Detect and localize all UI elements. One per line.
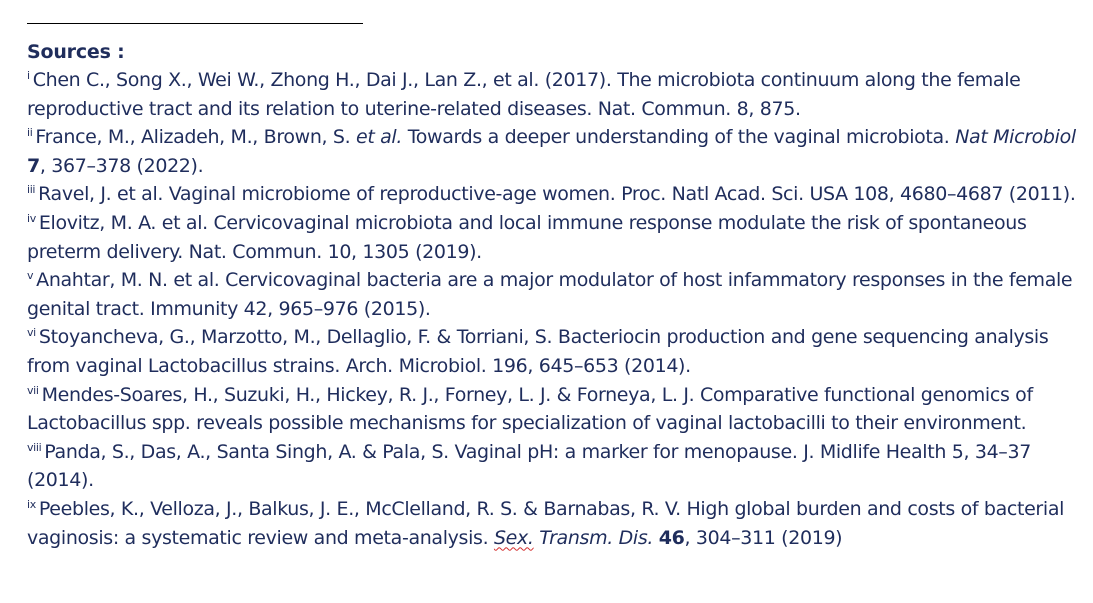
sources-heading: Sources : <box>27 41 125 63</box>
reference-journal-name: Nat Microbiol <box>955 126 1076 149</box>
reference-item <box>27 66 1085 123</box>
reference-text: Mendes-Soares, H., Suzuki, H., Hickey, R. J., Forney, L. J. & Forneya, L. J. Comparative functional genomics of Lactobacillus spp. reveals possible mechanisms for specialization of vaginal lactobacilli to their environment. <box>27 383 1033 435</box>
reference-item <box>27 495 1085 552</box>
reference-marker: iv <box>27 211 36 225</box>
spellcheck-flagged-word[interactable]: Sex. <box>493 526 534 549</box>
reference-text: Towards a deeper understanding of the vaginal microbiota. <box>402 126 956 149</box>
reference-text: Stoyancheva, G., Marzotto, M., Dellaglio, F. & Torriani, S. Bacteriocin production and gene sequencing analysis from vaginal Lactobacillus strains. Arch. Microbiol. 196, 645–653 (2014). <box>27 326 1049 377</box>
reference-item <box>27 381 1085 438</box>
reference-item <box>27 123 1085 180</box>
reference-marker: ix <box>27 497 36 511</box>
reference-text: , 304–311 (2019) <box>684 526 843 549</box>
reference-text: Elovitz, M. A. et al. Cervicovaginal microbiota and local immune response modulate the risk of spontaneous preterm delivery. Nat. Commun. 10, 1305 (2019). <box>27 211 1027 263</box>
reference-marker: vi <box>27 326 36 340</box>
reference-volume: 46 <box>658 526 685 549</box>
reference-journal-name: Transm. Dis. <box>533 526 654 549</box>
reference-marker: ii <box>27 126 33 140</box>
reference-text: Ravel, J. et al. Vaginal microbiome of reproductive-age women. Proc. Natl Acad. Sci. USA 108, 4680–4687 (2011). <box>38 183 1076 206</box>
reference-italic-text: et al. <box>356 126 403 149</box>
footnote-separator-rule <box>27 23 363 24</box>
reference-text: Anahtar, M. N. et al. Cervicovaginal bacteria are a major modulator of host infammatory responses in the female genital tract. Immunity 42, 965–976 (2015). <box>27 269 1073 320</box>
reference-item <box>27 323 1085 380</box>
reference-item <box>27 209 1085 266</box>
reference-item <box>27 438 1085 495</box>
reference-text: France, M., Alizadeh, M., Brown, S. <box>35 126 356 149</box>
reference-text: Peebles, K., Velloza, J., Balkus, J. E., McClelland, R. S. & Barnabas, R. V. High global burden and costs of bacterial vaginosis: a systematic review and meta-analysis. <box>27 497 1065 549</box>
reference-marker: vii <box>27 383 39 397</box>
reference-text: Chen C., Song X., Wei W., Zhong H., Dai J., Lan Z., et al. (2017). The microbiota continuum along the female reproductive tract and its relation to uterine-related diseases. Nat. Commun. 8, 875. <box>27 69 1021 120</box>
reference-marker: i <box>27 69 30 82</box>
reference-text: Panda, S., Das, A., Santa Singh, A. & Pala, S. Vaginal pH: a marker for menopause. J. Midlife Health 5, 34–37 (2014). <box>27 440 1031 492</box>
reference-marker: v <box>27 269 34 283</box>
reference-text: , 367–378 (2022). <box>39 154 204 177</box>
reference-marker: iii <box>27 183 36 197</box>
reference-item <box>27 180 1085 209</box>
sources-section <box>27 38 1085 552</box>
reference-marker: viii <box>27 440 42 454</box>
reference-item <box>27 266 1085 323</box>
reference-volume: 7 <box>27 154 40 177</box>
